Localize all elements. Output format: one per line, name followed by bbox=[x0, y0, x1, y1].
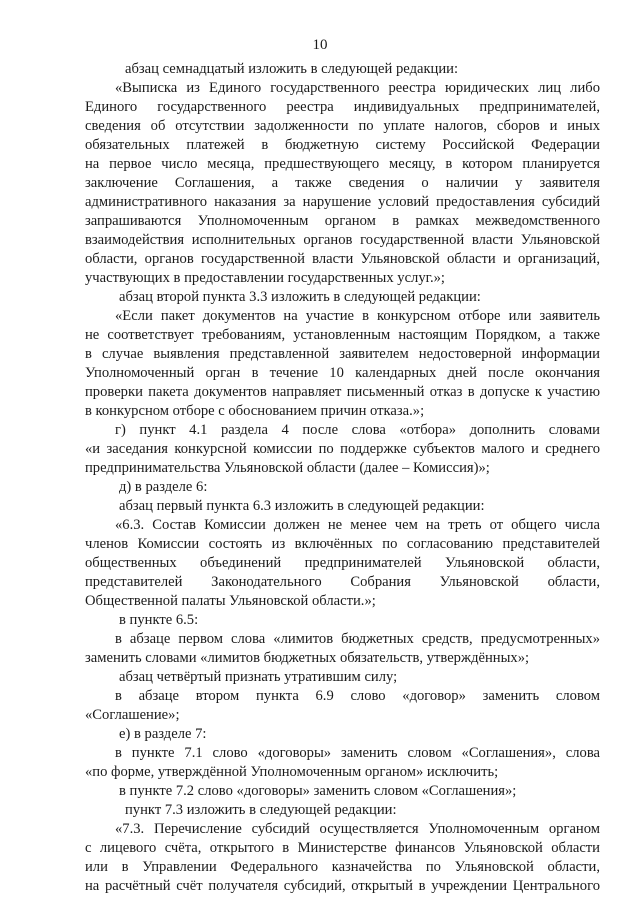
text-line: «и заседания конкурсной комиссии по поддержке субъектов малого и среднего bbox=[85, 441, 600, 457]
text-line: представителей Законодательного Собрания Ульяновской области, bbox=[85, 574, 600, 590]
text-line: проверки пакета документов направляет письменный отказ в допуске к участию bbox=[85, 384, 600, 400]
text-line: на расчётный счёт получателя субсидий, открытый в учреждении Центрального bbox=[85, 878, 600, 894]
text-line: «6.3. Состав Комиссии должен не менее чем на треть от общего числа bbox=[115, 517, 600, 533]
text-line: в абзаце первом слова «лимитов бюджетных средств, предусмотренных» bbox=[115, 631, 600, 647]
text-line: «Если пакет документов на участие в конкурсном отборе или заявитель bbox=[115, 308, 600, 324]
text-line: «Выписка из Единого государственного реестра юридических лиц либо bbox=[115, 80, 600, 96]
text-line: общественных объединений предпринимателей Ульяновской области, bbox=[85, 555, 600, 571]
text-line: членов Комиссии состоять из включённых по согласованию представителей bbox=[85, 536, 600, 552]
text-line: заменить словами «лимитов бюджетных обязательств, утверждённых»; bbox=[85, 650, 530, 666]
text-line: е) в разделе 7: bbox=[119, 726, 207, 742]
text-line: г) пункт 4.1 раздела 4 после слова «отбора» дополнить словами bbox=[115, 422, 600, 438]
text-line: в пункте 7.2 слово «договоры» заменить словом «Соглашения»; bbox=[119, 783, 517, 799]
text-line: обязательных платежей в бюджетную систему Российской Федерации bbox=[85, 137, 600, 153]
text-line: в пункте 6.5: bbox=[119, 612, 199, 628]
page-number: 10 bbox=[312, 37, 328, 53]
text-line: административного наказания за нарушение условий предоставления субсидий bbox=[85, 194, 600, 210]
text-line: «Соглашение»; bbox=[85, 707, 180, 723]
text-line: или в Управлении Федерального казначейства по Ульяновской области, bbox=[85, 859, 600, 875]
text-line: Единого государственного реестра индивидуальных предпринимателей, bbox=[85, 99, 600, 115]
text-line: запрашиваются Уполномоченным органом в рамках межведомственного bbox=[85, 213, 600, 229]
text-line: абзац второй пункта 3.3 изложить в следующей редакции: bbox=[119, 289, 481, 305]
text-line: пункт 7.3 изложить в следующей редакции: bbox=[125, 802, 397, 818]
text-line: заключение Соглашения, а также сведения о наличии у заявителя bbox=[85, 175, 600, 191]
text-line: участвующих в предоставлении государственных услуг.»; bbox=[85, 270, 445, 286]
text-line: абзац семнадцатый изложить в следующей редакции: bbox=[125, 61, 459, 77]
text-line: в абзаце втором пункта 6.9 слово «договор» заменить словом bbox=[115, 688, 600, 704]
text-line: в пункте 7.1 слово «договоры» заменить словом «Соглашения», слова bbox=[115, 745, 600, 761]
text-line: взаимодействия исполнительных органов государственной власти Ульяновской bbox=[85, 232, 600, 248]
text-line: сведения об отсутствии задолженности по уплате налогов, сборов и иных bbox=[85, 118, 600, 134]
text-line: абзац четвёртый признать утратившим силу; bbox=[119, 669, 398, 685]
text-line: не соответствует требованиям, установленным настоящим Порядком, а также bbox=[85, 327, 600, 343]
text-line: области, органов государственной власти Ульяновской области и организаций, bbox=[85, 251, 600, 267]
text-line: «по форме, утверждённой Уполномоченным органом» исключить; bbox=[85, 764, 499, 780]
text-line: в случае выявления представленной заявителем недостоверной информации bbox=[85, 346, 600, 362]
text-line: д) в разделе 6: bbox=[119, 479, 208, 495]
text-line: на первое число месяца, предшествующего месяцу, в котором планируется bbox=[85, 156, 600, 172]
text-line: предпринимательства Ульяновской области (далее – Комиссия)»; bbox=[85, 460, 490, 476]
text-line: с лицевого счёта, открытого в Министерстве финансов Ульяновской области bbox=[85, 840, 600, 856]
text-line: абзац первый пункта 6.3 изложить в следующей редакции: bbox=[119, 498, 485, 514]
text-line: Общественной палаты Ульяновской области.»; bbox=[85, 593, 376, 609]
text-line: Уполномоченный орган в течение 10 календарных дней после окончания bbox=[85, 365, 600, 381]
text-line: в конкурсном отборе с обоснованием причин отказа.»; bbox=[85, 403, 425, 419]
text-line: «7.3. Перечисление субсидий осуществляется Уполномоченным органом bbox=[115, 821, 600, 837]
